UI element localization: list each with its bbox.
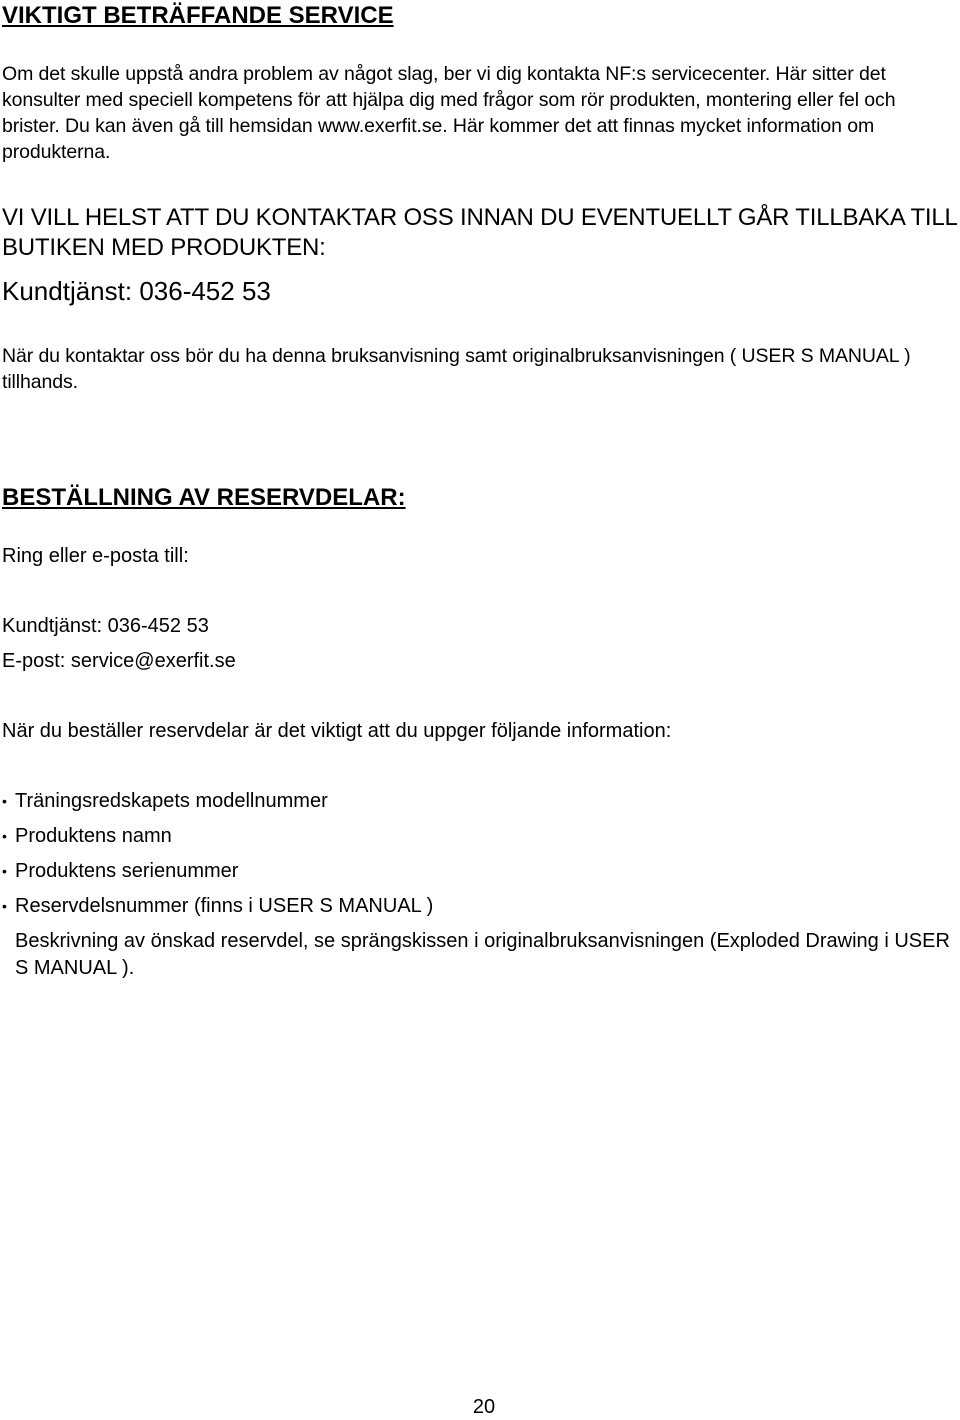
customer-service-phone: Kundtjänst: 036-452 53: [2, 276, 271, 306]
service-intro-paragraph: Om det skulle uppstå andra problem av något slag, ber vi dig kontakta NF:s servicecenter. Här sitter det konsulter med speciell kompetens för att hjälpa dig med frågor som rör produkten, montering eller fel och brister. Du kan även gå till hemsidan www.exerfit.se. Här kommer det att finnas mycket information om produkterna.: [2, 63, 896, 163]
list-item-text: Produktens serienummer: [15, 860, 239, 882]
manual-reminder-paragraph: När du kontaktar oss bör du ha denna bruksanvisning samt originalbruksanvisningen ( USER S MANUAL ) tillhands.: [2, 345, 911, 393]
order-info-intro: När du beställer reservdelar är det viktigt att du uppger följande information:: [2, 720, 672, 742]
list-item: [2, 823, 958, 849]
list-item-text: Reservdelsnummer (finns i USER S MANUAL ): [15, 895, 434, 917]
list-item-text: Träningsredskapets modellnummer: [15, 790, 328, 812]
required-info-list: [2, 788, 958, 990]
contact-before-return-notice: VI VILL HELST ATT DU KONTAKTAR OSS INNAN DU EVENTUELLT GÅR TILLBAKA TILL BUTIKEN MED PRODUKTEN:: [2, 204, 957, 261]
list-item-text: Produktens namn: [15, 825, 172, 847]
list-item: [2, 893, 958, 919]
ring-or-email-text: Ring eller e-posta till:: [2, 545, 189, 567]
bullet-icon: [2, 929, 15, 955]
spare-parts-heading: BESTÄLLNING AV RESERVDELAR:: [2, 484, 406, 511]
list-item-text: Beskrivning av önskad reservdel, se sprängskissen i originalbruksanvisningen (Exploded Drawing i USER S MANUAL ).: [15, 930, 950, 979]
spare-parts-phone: Kundtjänst: 036-452 53: [2, 615, 209, 637]
list-item: [2, 858, 958, 884]
list-item: [2, 788, 958, 814]
bullet-icon: •: [2, 898, 7, 914]
page-number: 20: [472, 1396, 496, 1418]
list-item: [2, 928, 958, 981]
bullet-icon: •: [2, 828, 7, 844]
bullet-icon: •: [2, 793, 7, 809]
spare-parts-email: E-post: service@exerfit.se: [2, 650, 236, 672]
bullet-icon: •: [2, 863, 7, 879]
service-heading: VIKTIGT BETRÄFFANDE SERVICE: [2, 2, 394, 29]
